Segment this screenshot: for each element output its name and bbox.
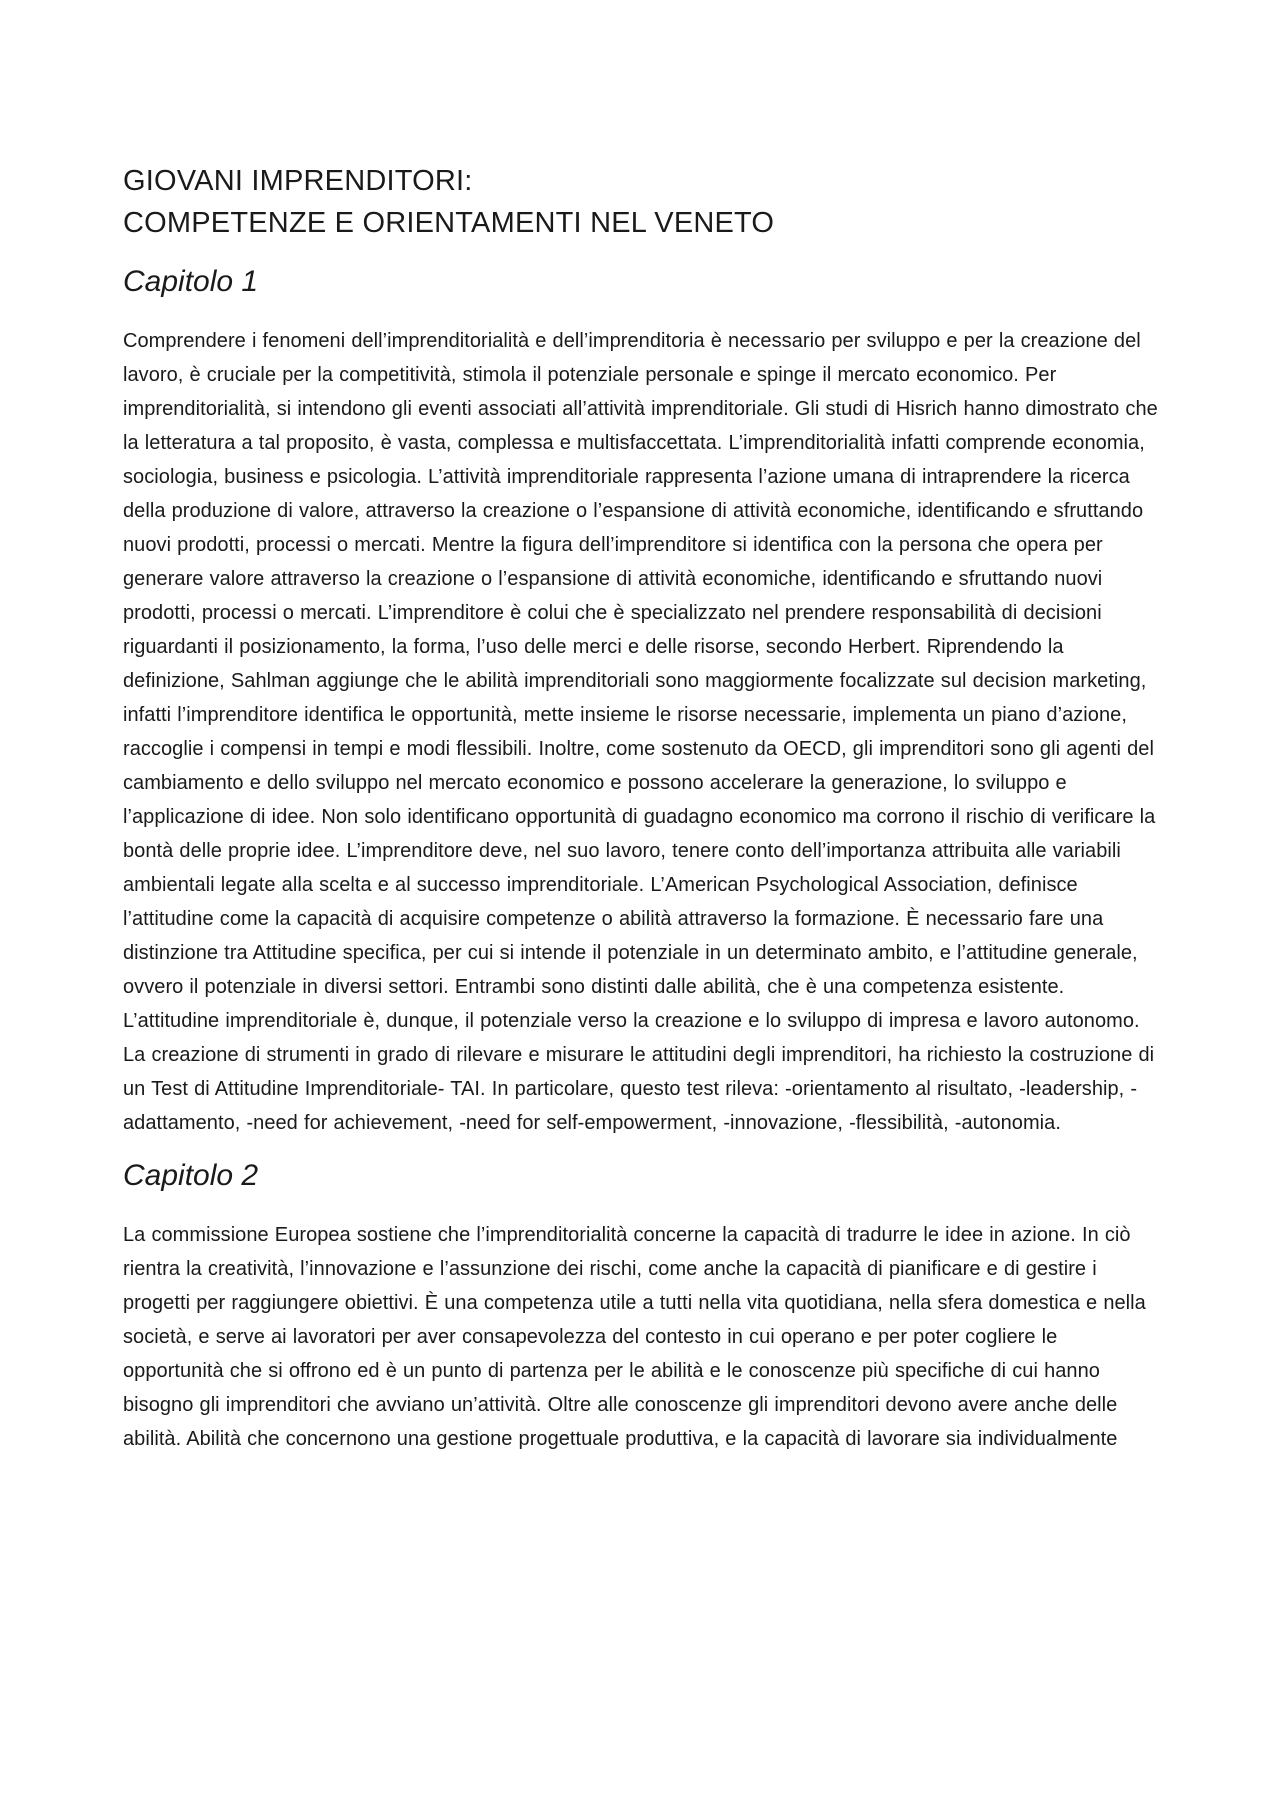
title-line-1: GIOVANI IMPRENDITORI: [123, 165, 473, 197]
document-title [123, 160, 1163, 244]
chapter-1-text: Comprendere i fenomeni dell’imprenditorialità e dell’imprenditoria è necessario per sviluppo e per la creazione del lavoro, è cruciale per la competitività, stimola il potenziale personale e spinge il mercato economico. Per imprenditorialità, si intendono gli eventi associati all’attività imprenditoriale. Gli studi di Hisrich hanno dimostrato che la letteratura a tal proposito, è vasta, complessa e multisfaccettata. L’imprenditorialità infatti comprende economia, sociologia, business e psicologia. L’attività imprenditoriale rappresenta l’azione umana di intraprendere la ricerca della produzione di valore, attraverso la creazione o l’espansione di attività economiche, identificando e sfruttando nuovi prodotti, processi o mercati. Mentre la figura dell’imprenditore si identifica con la persona che opera per generare valore attraverso la creazione o l’espansione di attività economiche, identificando e sfruttando nuovi prodotti, processi o mercati. L’imprenditore è colui che è specializzato nel prendere responsabilità di decisioni riguardanti il posizionamento, la forma, l’uso delle merci e delle risorse, secondo Herbert. Riprendendo la definizione, Sahlman aggiunge che le abilità imprenditoriali sono maggiormente focalizzate sul decision marketing, infatti l’imprenditore identifica le opportunità, mette insieme le risorse necessarie, implementa un piano d’azione, raccoglie i compensi in tempi e modi flessibili. Inoltre, come sostenuto da OECD, gli imprenditori sono gli agenti del cambiamento e dello sviluppo nel mercato economico e possono accelerare la generazione, lo sviluppo e l’applicazione di idee. Non solo identificano opportunità di guadagno economico ma corrono il rischio di verificare la bontà delle proprie idee. L’imprenditore deve, nel suo lavoro, tenere conto dell’importanza attribuita alle variabili ambientali legate alla scelta e al successo imprenditoriale. L’American Psychological Association, definisce l’attitudine come la capacità di acquisire competenze o abilità attraverso la formazione. È necessario fare una distinzione tra Attitudine specifica, per cui si intende il potenziale in un determinato ambito, e l’attitudine generale, ovvero il potenziale in diversi settori. Entrambi sono distinti dalle abilità, che è una competenza esistente. L’attitudine imprenditoriale è, dunque, il potenziale verso la creazione e lo sviluppo di impresa e lavoro autonomo. La creazione di strumenti in grado di rilevare e misurare le attitudini degli imprenditori, ha richiesto la costruzione di un Test di Attitudine Imprenditoriale- TAI. In particolare, questo test rileva: -orientamento al risultato, -leadership, -adattamento, -need for achievement, -need for self-empowerment, -innovazione, -flessibilità, -autonomia. [123, 330, 1158, 1134]
title-line-2: COMPETENZE E ORIENTAMENTI NEL VENETO [123, 207, 775, 239]
chapter-2-text: La commissione Europea sostiene che l’imprenditorialità concerne la capacità di tradurre le idee in azione. In ciò rientra la creatività, l’innovazione e l’assunzione dei rischi, come anche la capacità di pianificare e di gestire i progetti per raggiungere obiettivi. È una competenza utile a tutti nella vita quotidiana, nella sfera domestica e nella società, e serve ai lavoratori per aver consapevolezza del contesto in cui operano e per poter cogliere le opportunità che si offrono ed è un punto di partenza per le abilità e le conoscenze più specifiche di cui hanno bisogno gli imprenditori che avviano un’attività. Oltre alle conoscenze gli imprenditori devono avere anche delle abilità. Abilità che concernono una gestione progettuale produttiva, e la capacità di lavorare sia individualmente [123, 1224, 1146, 1450]
chapter-2-heading: Capitolo 2 [123, 1159, 259, 1192]
chapter-2 [123, 1156, 1163, 1456]
chapter-1-heading: Capitolo 1 [123, 265, 259, 298]
chapter-1 [123, 262, 1163, 1140]
document-page [123, 160, 1163, 1472]
